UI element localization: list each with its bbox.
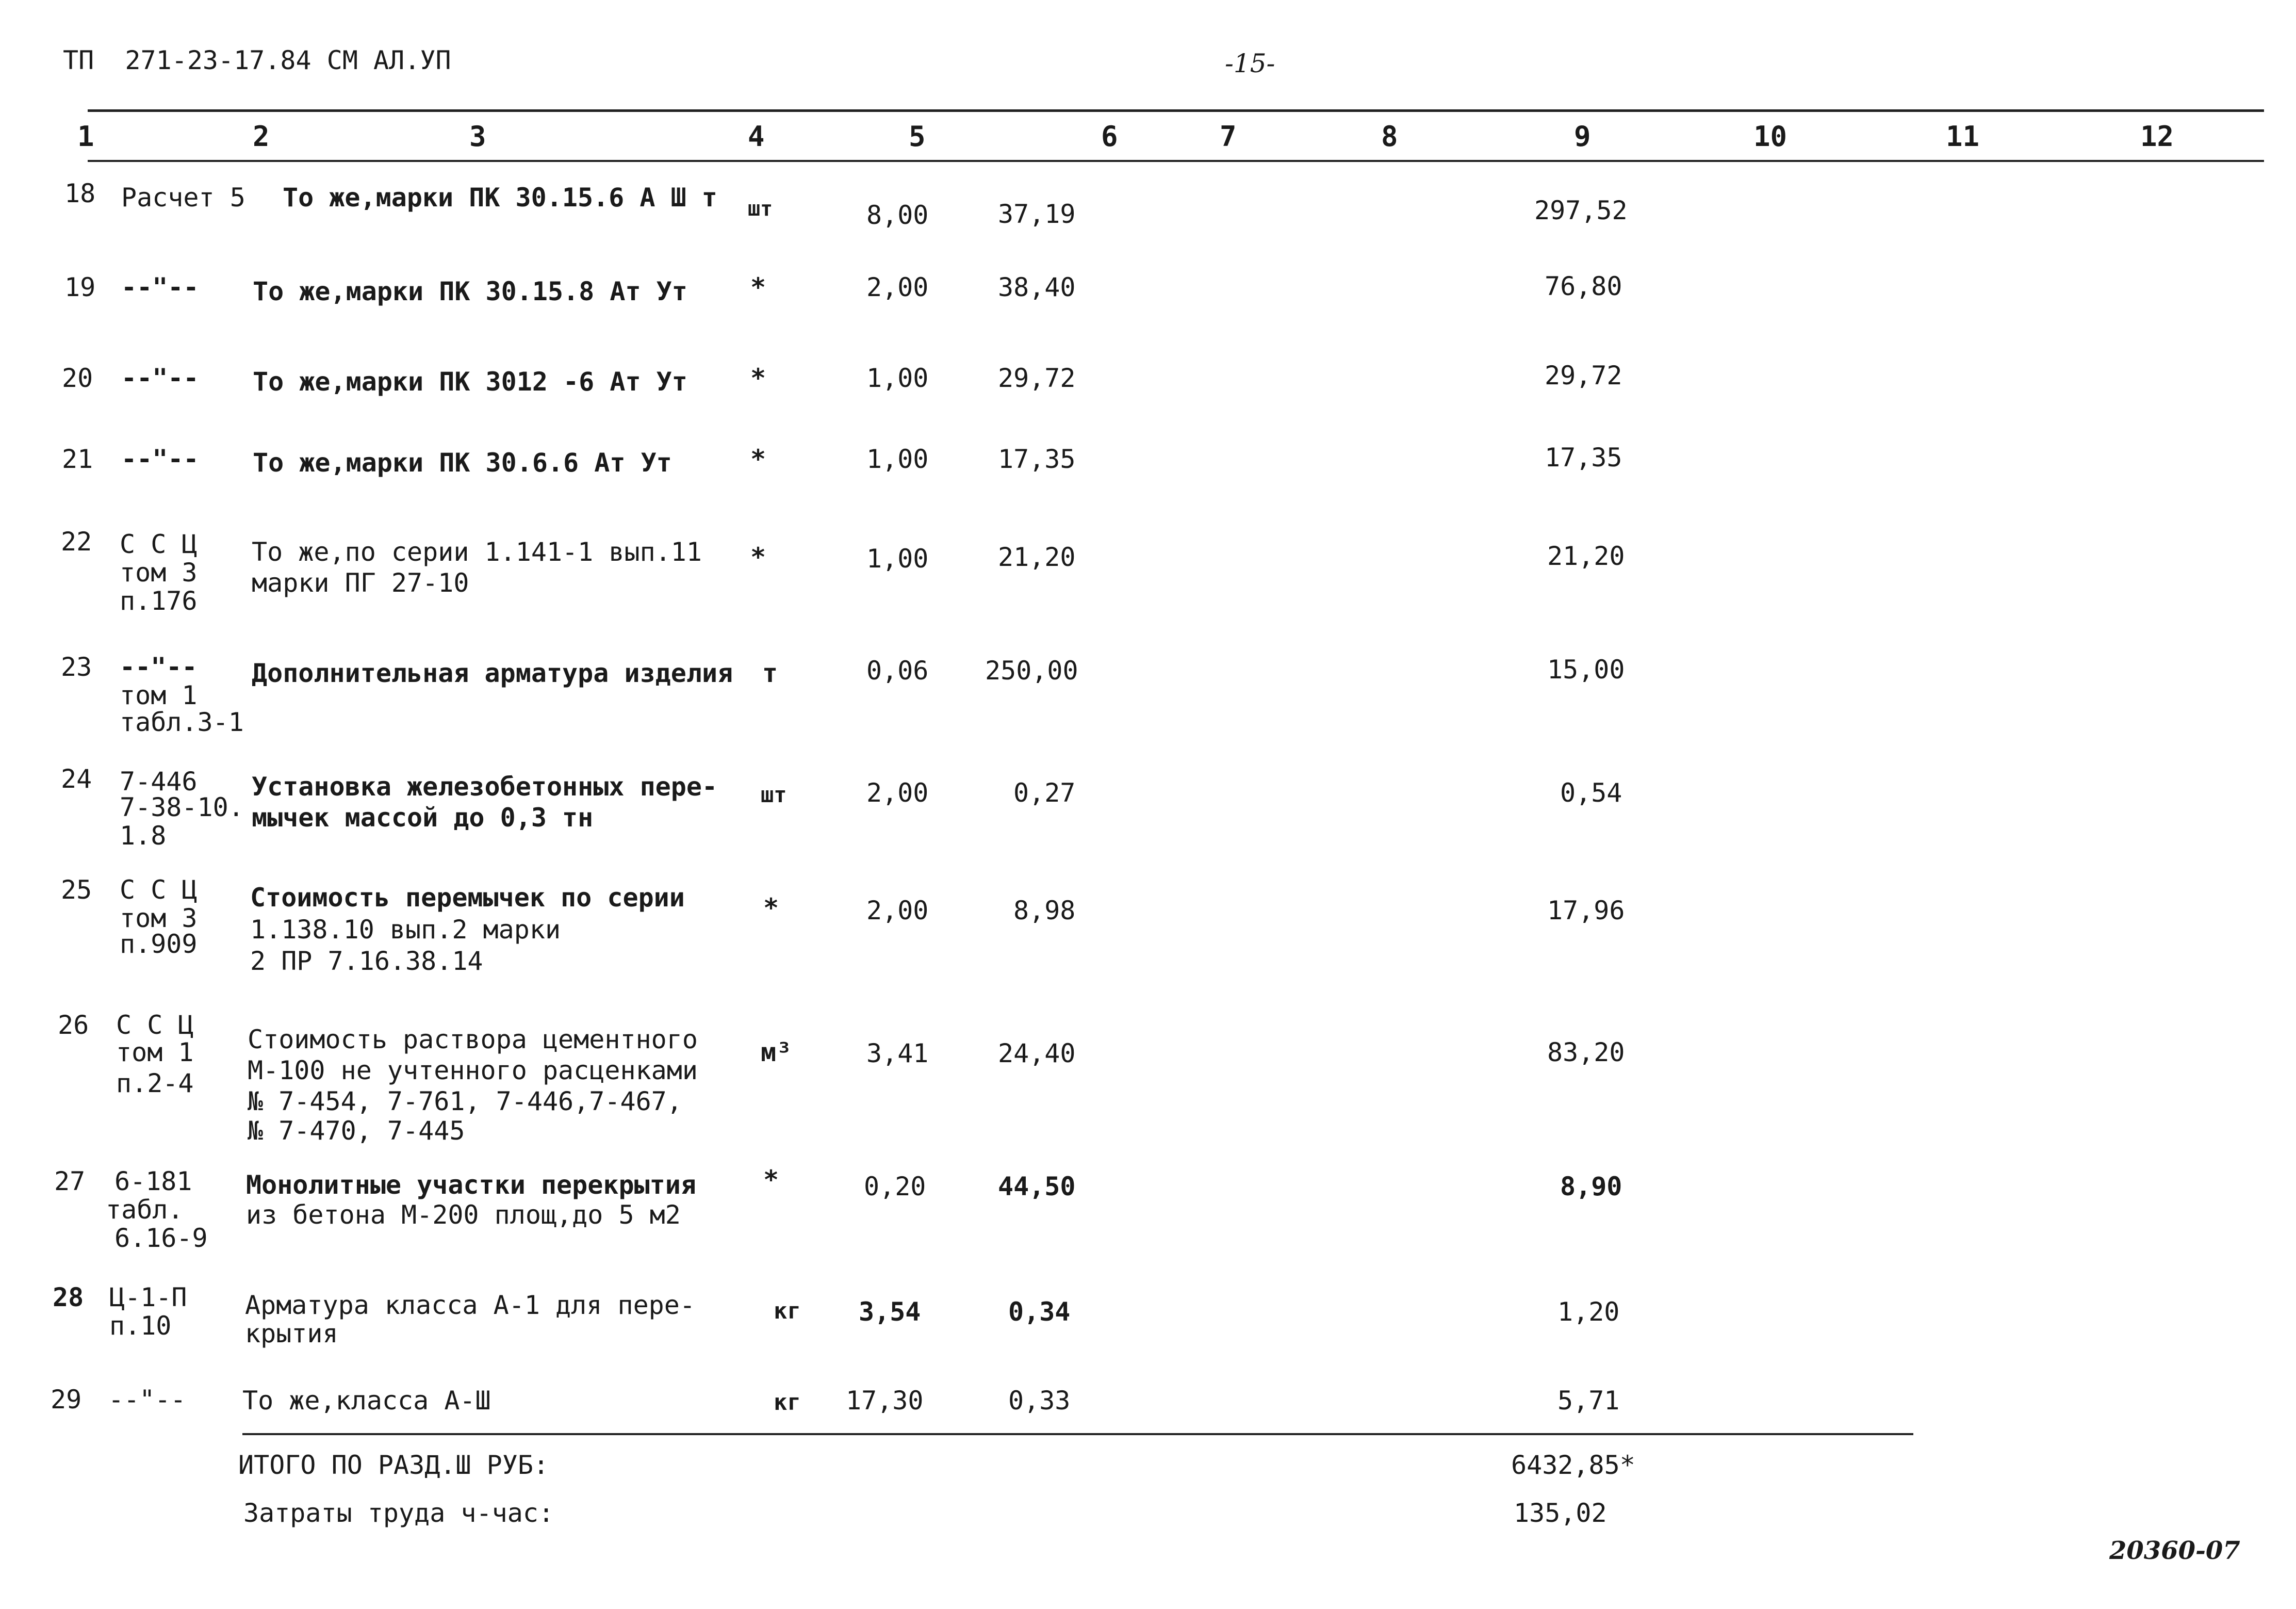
column-number: 12 (2140, 120, 2174, 153)
row-total: 29,72 (1545, 361, 1622, 391)
row-total: 21,20 (1547, 541, 1625, 571)
row-description: № 7-470, 7-445 (248, 1116, 465, 1146)
column-number: 1 (77, 120, 94, 153)
row-unit: кг (774, 1389, 801, 1416)
row-description: Стоимость раствора цементного (248, 1025, 698, 1054)
section-total-label: ИТОГО ПО РАЗД.Ш РУБ: (238, 1450, 549, 1480)
row-unit: * (750, 542, 766, 572)
row-unit-price: 17,35 (998, 444, 1076, 474)
row-description: 1.138.10 вып.2 марки (250, 915, 561, 945)
row-quantity: 17,30 (846, 1386, 924, 1416)
section-total-value: 6432,85* (1511, 1450, 1635, 1480)
row-number: 28 (53, 1282, 84, 1312)
row-unit: шт (761, 782, 787, 807)
row-reference: п.909 (120, 929, 198, 959)
row-description: Монолитные участки перекрытия (246, 1170, 696, 1200)
row-description: То же,класса А-Ш (242, 1386, 491, 1416)
row-description: марки ПГ 27-10 (252, 568, 469, 598)
row-description: мычек массой до 0,3 тн (252, 803, 594, 833)
row-reference: 7-38-10. (120, 792, 244, 822)
row-number: 18 (64, 178, 96, 208)
row-unit-price: 250,00 (985, 656, 1078, 686)
row-total: 297,52 (1534, 196, 1628, 225)
row-reference: п.10 (109, 1311, 172, 1341)
row-description: То же,марки ПК 3012 -6 Ат Ут (253, 367, 687, 397)
row-reference: --"-- (121, 363, 199, 393)
row-total: 17,35 (1545, 443, 1622, 473)
row-unit-price: 37,19 (998, 199, 1076, 229)
top-rule (88, 109, 2264, 112)
row-description: То же,по серии 1.141-1 вып.11 (252, 537, 702, 567)
row-reference: п.2-4 (116, 1068, 194, 1098)
row-total: 8,90 (1560, 1172, 1622, 1201)
row-number: 20 (62, 363, 93, 393)
column-number: 3 (469, 120, 486, 153)
row-description: Установка железобетонных пере- (252, 772, 718, 802)
column-number: 5 (909, 120, 926, 153)
column-number: 7 (1220, 120, 1237, 153)
row-number: 21 (62, 444, 93, 474)
inventory-number: 20360-07 (2109, 1536, 2240, 1565)
document-code: ТП 271-23-17.84 СМ АЛ.УП (63, 45, 451, 75)
row-reference: том 3 (120, 903, 198, 933)
row-total: 1,20 (1557, 1297, 1620, 1327)
row-unit: кг (774, 1298, 801, 1324)
row-reference: том 1 (116, 1037, 194, 1067)
row-quantity: 2,00 (866, 778, 929, 808)
row-description: Стоимость перемычек по серии (250, 883, 685, 913)
row-description: Дополнительная арматура изделия (252, 658, 733, 688)
row-reference: --"-- (108, 1385, 186, 1415)
row-reference: 7-446 (120, 767, 198, 797)
row-unit-price: 24,40 (998, 1038, 1076, 1068)
row-number: 19 (64, 272, 96, 302)
header-bottom-rule (88, 160, 2264, 162)
row-unit: * (763, 1165, 779, 1195)
column-number: 4 (748, 120, 765, 153)
row-total: 17,96 (1547, 896, 1625, 925)
row-quantity: 1,00 (866, 544, 929, 574)
row-quantity: 1,00 (866, 444, 929, 474)
row-number: 24 (61, 764, 92, 794)
row-description: из бетона М-200 площ,до 5 м2 (246, 1200, 681, 1230)
row-total: 0,54 (1560, 778, 1622, 808)
column-number: 2 (253, 120, 270, 153)
row-quantity: 2,00 (866, 272, 929, 302)
column-number: 9 (1574, 120, 1591, 153)
row-unit: * (763, 893, 779, 923)
row-number: 22 (61, 527, 92, 557)
labor-cost-label: Затраты труда ч-час: (243, 1498, 554, 1528)
row-quantity: 0,20 (864, 1172, 926, 1201)
row-unit-price: 44,50 (998, 1172, 1076, 1201)
row-reference: Ц-1-П (109, 1282, 187, 1312)
row-number: 27 (54, 1166, 86, 1196)
row-reference: --"-- (121, 272, 199, 302)
row-unit-price: 0,34 (1008, 1297, 1071, 1327)
row-reference: табл.3-1 (120, 707, 244, 737)
labor-cost-value: 135,02 (1514, 1498, 1607, 1528)
row-quantity: 2,00 (866, 896, 929, 925)
row-unit-price: 0,27 (1013, 778, 1076, 808)
row-unit: * (750, 363, 766, 393)
row-reference: --"-- (120, 652, 198, 682)
row-reference: С С Ц (116, 1010, 194, 1040)
row-reference: --"-- (121, 444, 199, 474)
row-unit-price: 29,72 (998, 363, 1076, 393)
row-reference: п.176 (120, 586, 198, 616)
row-number: 23 (61, 652, 92, 682)
row-total: 15,00 (1547, 655, 1625, 685)
column-number: 8 (1381, 120, 1398, 153)
row-total: 5,71 (1557, 1386, 1620, 1416)
row-unit: шт (748, 197, 773, 221)
row-quantity: 8,00 (866, 200, 929, 230)
row-unit: т (762, 658, 778, 688)
row-reference: том 3 (120, 558, 198, 588)
row-reference: 6.16-9 (114, 1223, 208, 1253)
row-quantity: 3,41 (866, 1038, 929, 1068)
row-unit-price: 38,40 (998, 272, 1076, 302)
row-reference: 1.8 (120, 821, 167, 851)
totals-rule (242, 1433, 1913, 1435)
row-reference: табл. (106, 1195, 184, 1225)
row-number: 25 (61, 875, 92, 905)
row-unit: * (750, 444, 766, 474)
row-unit: м³ (761, 1037, 792, 1067)
row-unit-price: 8,98 (1013, 896, 1076, 925)
row-quantity: 3,54 (859, 1297, 921, 1327)
column-number: 11 (1946, 120, 1980, 153)
row-reference: 6-181 (114, 1166, 192, 1196)
row-quantity: 0,06 (866, 656, 929, 686)
row-quantity: 1,00 (866, 363, 929, 393)
row-reference: С С Ц (120, 529, 198, 559)
row-reference: С С Ц (120, 875, 198, 905)
row-number: 29 (51, 1385, 82, 1415)
row-unit-price: 0,33 (1008, 1386, 1071, 1416)
column-number: 10 (1753, 120, 1787, 153)
column-number: 6 (1101, 120, 1118, 153)
row-description: № 7-454, 7-761, 7-446,7-467, (248, 1086, 682, 1116)
row-unit-price: 21,20 (998, 542, 1076, 572)
row-reference: том 1 (120, 680, 198, 710)
page-number: -15- (1225, 48, 1275, 78)
row-description: То же,марки ПК 30.15.6 А Ш т (283, 183, 717, 213)
row-description: крытия (245, 1319, 338, 1348)
row-description: То же,марки ПК 30.6.6 Ат Ут (253, 448, 672, 478)
row-description: М-100 не учтенного расценками (248, 1055, 698, 1085)
row-total: 76,80 (1545, 271, 1622, 301)
row-total: 83,20 (1547, 1037, 1625, 1067)
row-description: То же,марки ПК 30.15.8 Ат Ут (253, 277, 687, 306)
row-description: 2 ПР 7.16.38.14 (250, 946, 483, 976)
row-unit: * (750, 272, 766, 302)
row-description: Арматура класса А-1 для пере- (245, 1290, 695, 1320)
row-number: 26 (58, 1010, 89, 1040)
row-reference: Расчет 5 (121, 183, 245, 213)
